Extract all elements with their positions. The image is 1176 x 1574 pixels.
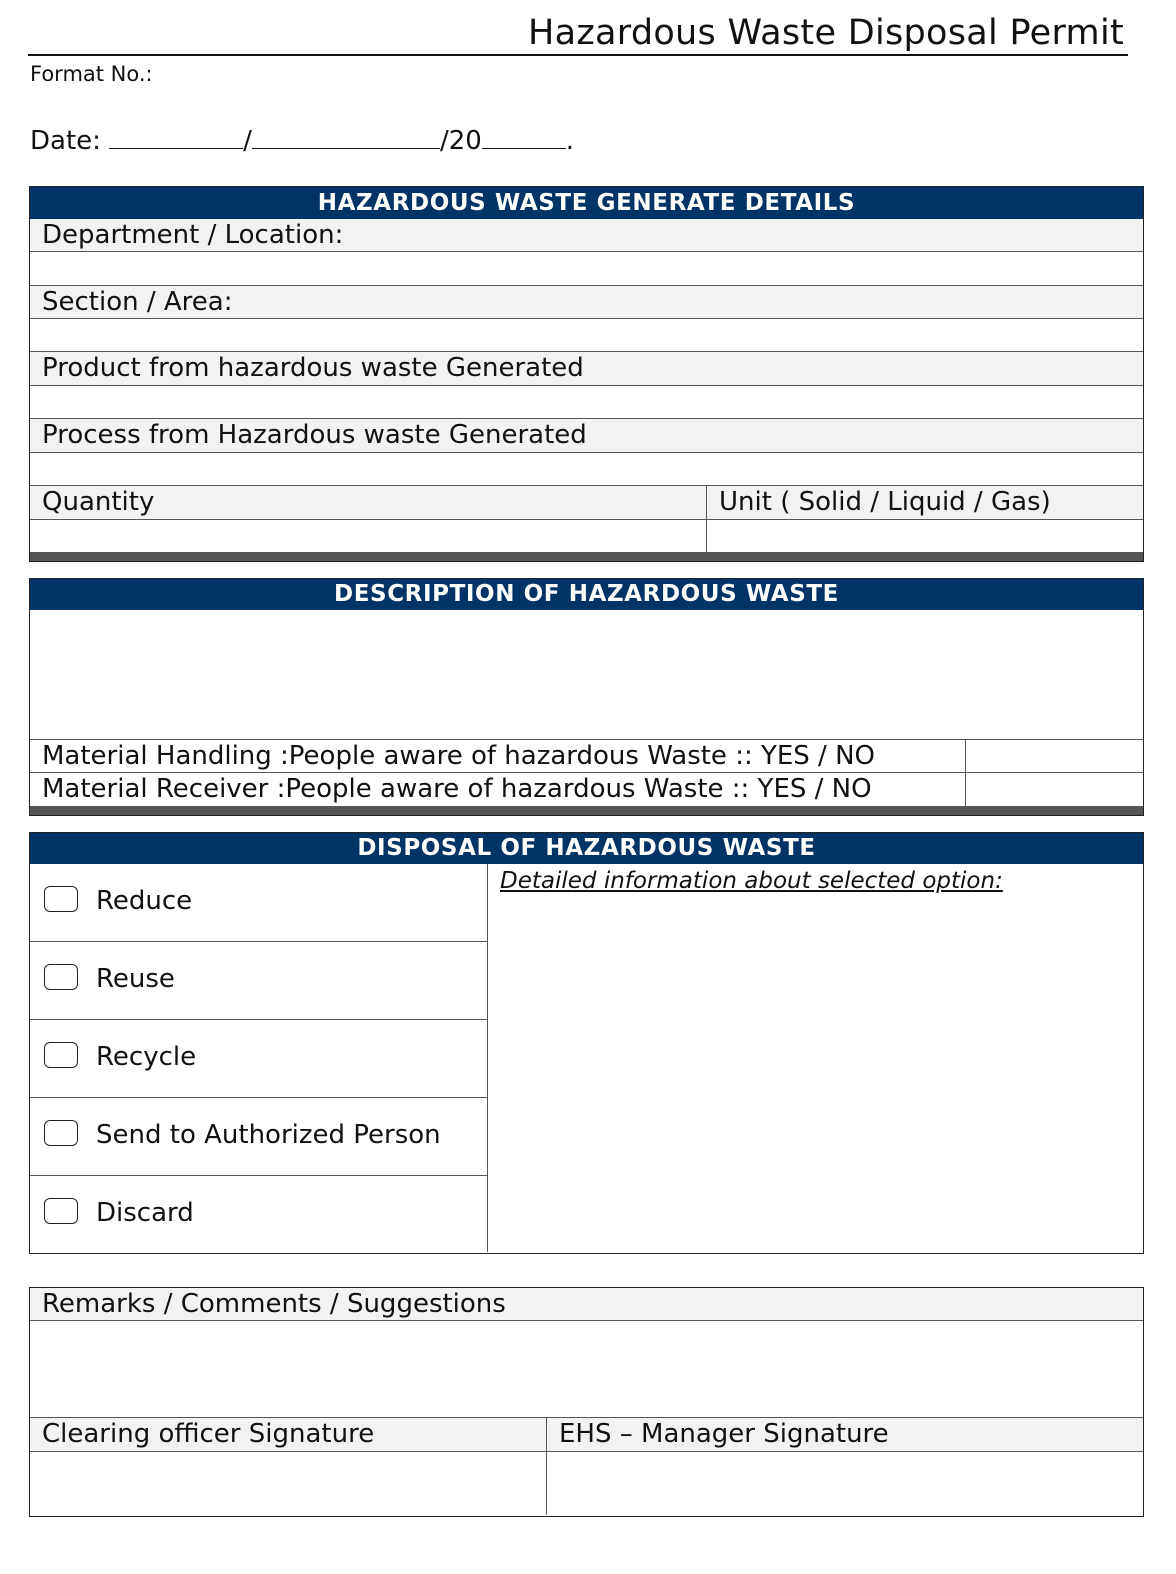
option-send-to-authorized-person[interactable]: [30, 1098, 487, 1176]
generate-details-section: [29, 186, 1144, 562]
detail-info-area[interactable]: [488, 864, 1143, 1252]
clearing-officer-signature-field[interactable]: [30, 1452, 547, 1515]
send-to-authorized-person-checkbox[interactable]: [44, 1120, 78, 1146]
product-label: Product from hazardous waste Generated: [30, 352, 1143, 386]
remarks-label: Remarks / Comments / Suggestions: [30, 1288, 1143, 1321]
reduce-label: Reduce: [96, 886, 193, 916]
send-to-authorized-person-label: Send to Authorized Person: [96, 1120, 441, 1150]
department-field[interactable]: [30, 252, 1143, 286]
date-day-field[interactable]: [109, 124, 243, 149]
description-heading: DESCRIPTION OF HAZARDOUS WASTE: [30, 579, 1143, 610]
material-receiver-label: Material Receiver :People aware of hazardous Waste :: YES / NO: [30, 773, 966, 806]
detail-info-label: Detailed information about selected option:: [500, 868, 1003, 894]
recycle-label: Recycle: [96, 1042, 197, 1072]
format-no-label: Format No.:: [30, 62, 153, 86]
section-label: Section / Area:: [30, 286, 1143, 319]
recycle-checkbox[interactable]: [44, 1042, 78, 1068]
reduce-checkbox[interactable]: [44, 886, 78, 912]
signature-header-row: [30, 1418, 1143, 1452]
date-separator: /: [243, 126, 252, 156]
option-recycle[interactable]: [30, 1020, 487, 1098]
disposal-section: [29, 832, 1144, 1254]
option-discard[interactable]: [30, 1176, 487, 1252]
signature-input-row: [30, 1452, 1143, 1515]
date-year-prefix: /20: [439, 126, 482, 156]
reuse-checkbox[interactable]: [44, 964, 78, 990]
disposal-options: [30, 864, 488, 1252]
process-field[interactable]: [30, 453, 1143, 486]
date-label: Date:: [30, 126, 101, 156]
option-reuse[interactable]: [30, 942, 487, 1020]
material-handling-label: Material Handling :People aware of hazardous Waste :: YES / NO: [30, 740, 966, 772]
option-reduce[interactable]: [30, 864, 487, 942]
discard-checkbox[interactable]: [44, 1198, 78, 1224]
quantity-field[interactable]: [30, 520, 707, 552]
material-handling-answer[interactable]: [966, 740, 1143, 772]
material-handling-row: [30, 740, 1143, 773]
material-receiver-row: [30, 773, 1143, 806]
date-year-field[interactable]: [482, 124, 566, 149]
reuse-label: Reuse: [96, 964, 175, 994]
material-receiver-answer[interactable]: [966, 773, 1143, 806]
section-divider: [30, 552, 1143, 561]
description-section: [29, 578, 1144, 816]
remarks-section: [29, 1287, 1144, 1517]
clearing-officer-label: Clearing officer Signature: [30, 1418, 547, 1451]
page-title: Hazardous Waste Disposal Permit: [28, 10, 1128, 56]
date-end: .: [565, 126, 575, 156]
process-label: Process from Hazardous waste Generated: [30, 419, 1143, 453]
unit-label: Unit ( Solid / Liquid / Gas): [719, 487, 1051, 517]
remarks-field[interactable]: [30, 1321, 1143, 1418]
ehs-manager-signature-field[interactable]: [547, 1452, 1143, 1515]
description-field[interactable]: [30, 610, 1143, 740]
unit-field[interactable]: [707, 520, 1143, 552]
section-divider: [30, 806, 1143, 815]
section-field[interactable]: [30, 319, 1143, 352]
generate-details-heading: HAZARDOUS WASTE GENERATE DETAILS: [30, 187, 1143, 219]
disposal-heading: DISPOSAL OF HAZARDOUS WASTE: [30, 833, 1143, 864]
quantity-unit-input-row: [30, 520, 1143, 552]
ehs-manager-label: EHS – Manager Signature: [559, 1419, 889, 1449]
quantity-unit-header-row: [30, 486, 1143, 520]
date-line: [30, 124, 574, 157]
date-month-field[interactable]: [252, 124, 440, 149]
discard-label: Discard: [96, 1198, 194, 1228]
product-field[interactable]: [30, 386, 1143, 419]
department-label: Department / Location:: [30, 219, 1143, 252]
quantity-label: Quantity: [30, 486, 707, 519]
